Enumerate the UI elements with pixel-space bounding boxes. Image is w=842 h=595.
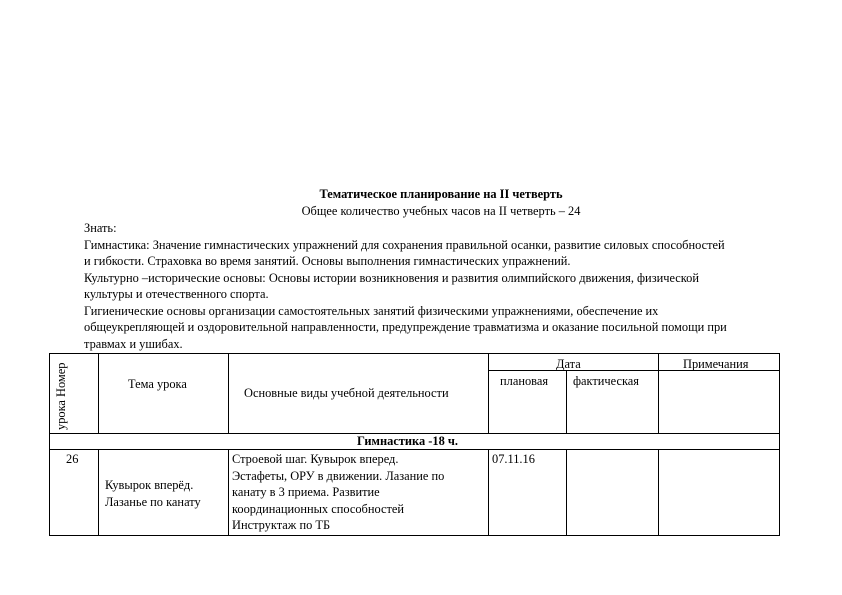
row-activities-line-2: Эстафеты, ОРУ в движении. Лазание по — [232, 468, 445, 483]
row-topic-line-2: Лазанье по канату — [105, 494, 201, 509]
table-divider — [658, 353, 659, 433]
hygiene-line-2: общеукрепляющей и оздоровительной направленности, предупреждение травматизма и оказание посильной помощи при — [84, 320, 727, 334]
header-topic: Тема урока — [128, 377, 187, 391]
header-notes: Примечания — [683, 357, 749, 371]
row-activities-line-4: координационных способностей — [232, 501, 405, 516]
culture-line-2: культуры и отечественного спорта. — [84, 287, 269, 301]
table-divider — [98, 353, 99, 433]
header-date: Дата — [556, 357, 581, 371]
table-divider — [488, 449, 489, 536]
header-actual: фактическая — [573, 374, 640, 388]
document-subtitle: Общее количество учебных часов на II четверть – 24 — [301, 204, 581, 218]
gymnastics-line-2: и гибкости. Страховка во время занятий. Основы выполнения гимнастических упражнений. — [84, 254, 571, 268]
row-topic-line-1: Кувырок вперёд. — [105, 478, 194, 492]
table-divider — [228, 449, 229, 536]
header-lesson-number: урока Номер — [54, 362, 68, 430]
table-divider — [566, 449, 567, 536]
row-activities-line-5: Инструктаж по ТБ — [232, 518, 331, 532]
section-title: Гимнастика -18 ч. — [357, 434, 458, 448]
row-planned-date: 07.11.16 — [492, 452, 535, 466]
hygiene-line-1: Гигиенические основы организации самостоятельных занятий физическими упражнениями, обеспечение их — [84, 303, 659, 318]
document-title: Тематическое планирование на II четверть — [319, 187, 563, 201]
table-divider — [488, 353, 489, 433]
table-divider — [228, 353, 229, 433]
know-label: Знать: — [84, 221, 117, 235]
table-divider — [566, 370, 567, 433]
row-activities-line-1: Строевой шаг. Кувырок вперед. — [232, 452, 399, 466]
header-activities: Основные виды учебной деятельности — [244, 386, 449, 400]
table-divider — [658, 449, 659, 536]
gymnastics-line-1: Гимнастика: Значение гимнастических упражнений для сохранения правильной осанки, развитие силовых способностей — [84, 237, 725, 252]
row-activities-line-3: канату в 3 приема. Развитие — [232, 485, 380, 499]
table-divider — [98, 449, 99, 536]
header-planned: плановая — [500, 374, 549, 388]
intro-text — [84, 220, 804, 352]
row-activities — [232, 451, 444, 534]
hygiene-line-3: травмах и ушибах. — [84, 336, 183, 351]
culture-line-1: Культурно –исторические основы: Основы истории возникновения и развития олимпийского движения, физической — [84, 270, 699, 285]
row-topic — [105, 477, 201, 510]
row-number: 26 — [66, 452, 79, 466]
